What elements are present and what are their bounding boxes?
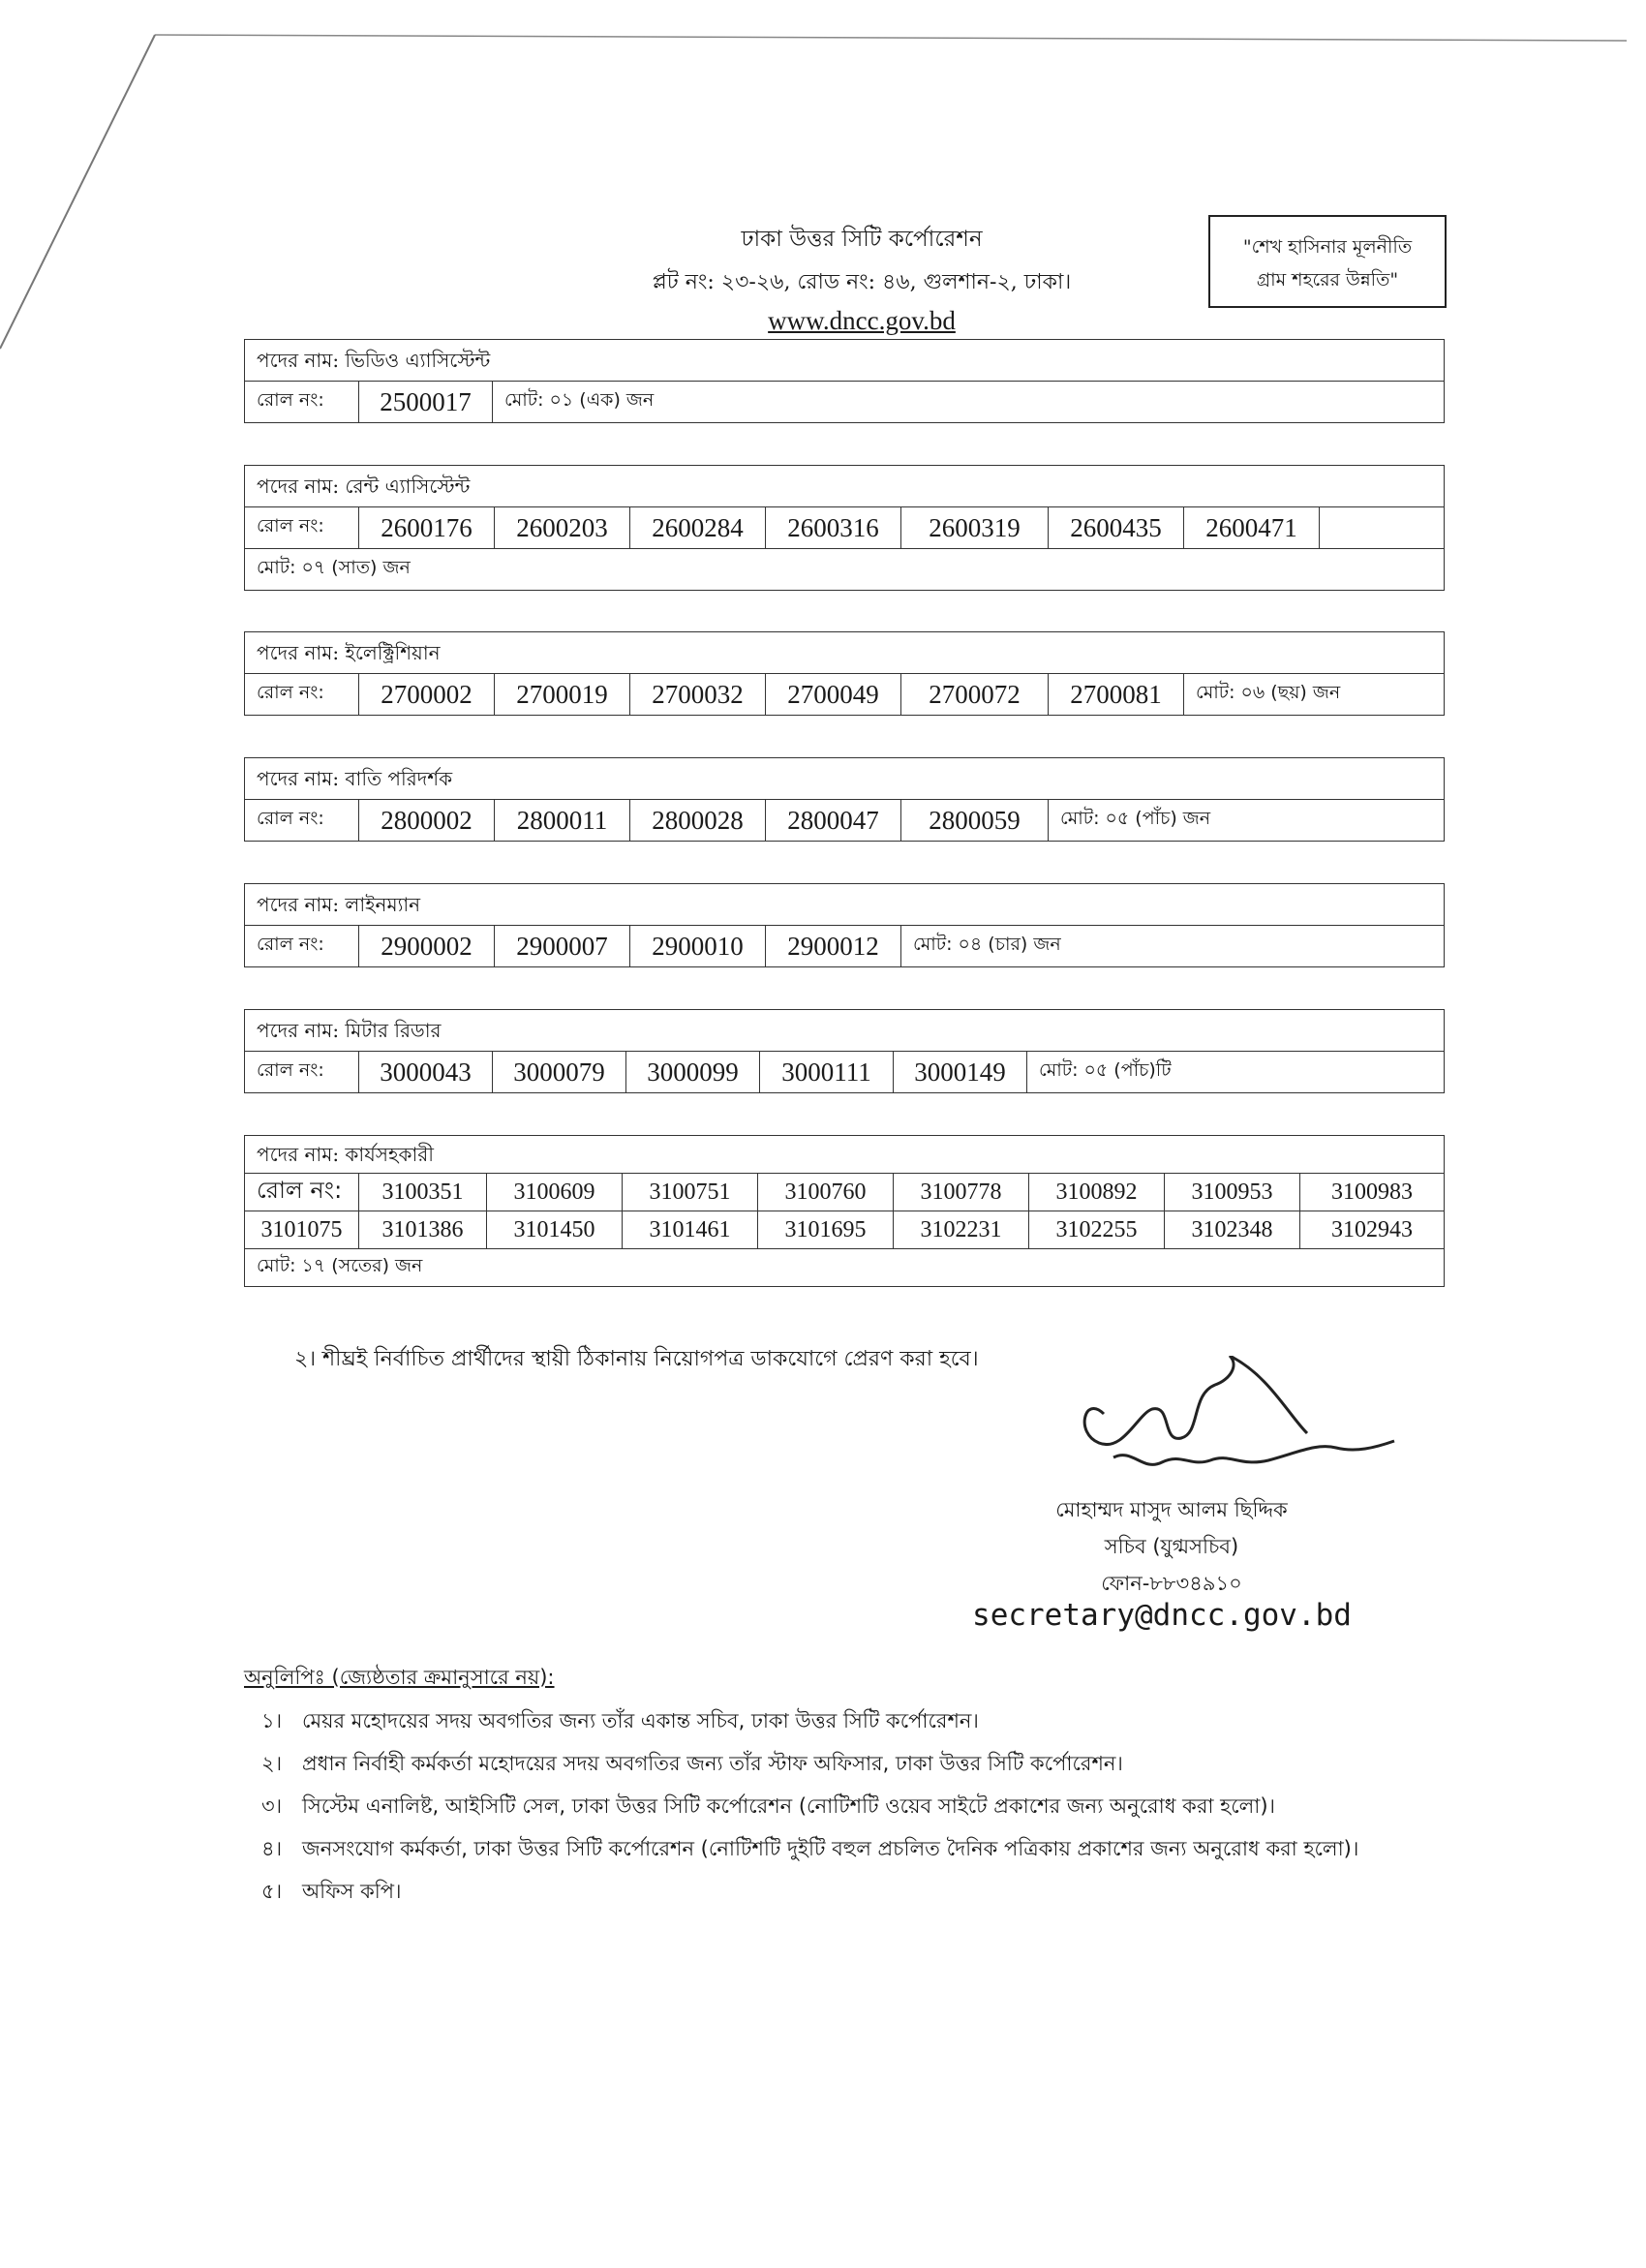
roll-label: রোল নং: bbox=[245, 926, 359, 966]
roll-number: 2600316 bbox=[766, 507, 901, 548]
roll-label: রোল নং: bbox=[245, 674, 359, 715]
post-table-lamp-inspector bbox=[244, 757, 1445, 842]
post-title: পদের নাম: ভিডিও এ্যাসিস্টেন্ট bbox=[257, 349, 491, 372]
roll-number: 2600284 bbox=[630, 507, 766, 548]
roll-number: 3102231 bbox=[894, 1211, 1029, 1248]
cc-item-text: জনসংযোগ কর্মকর্তা, ঢাকা উত্তর সিটি কর্পোরেশন (নোটিশটি দুইটি বহুল প্রচলিত দৈনিক পত্রিকায় প্রকাশের জন্য অনুরোধ করা হলো)। bbox=[302, 1837, 1359, 1860]
cc-item-text: অফিস কপি। bbox=[302, 1880, 402, 1903]
post-table-lineman bbox=[244, 883, 1445, 967]
roll-number: 2900007 bbox=[495, 926, 630, 966]
roll-number: 2600319 bbox=[901, 507, 1049, 548]
post-title: পদের নাম: রেন্ট এ্যাসিস্টেন্ট bbox=[257, 475, 471, 498]
roll-number: 3100892 bbox=[1029, 1174, 1165, 1211]
roll-number: 2600435 bbox=[1049, 507, 1184, 548]
roll-number: 3100351 bbox=[359, 1174, 487, 1211]
roll-number: 3000111 bbox=[760, 1052, 894, 1092]
motto-line-2: গ্রাম শহরের উন্নতি" bbox=[1256, 269, 1399, 291]
roll-number: 3100778 bbox=[894, 1174, 1029, 1211]
cc-item-text: সিস্টেম এনালিষ্ট, আইসিটি সেল, ঢাকা উত্তর সিটি কর্পোরেশন (নোটিশটি ওয়েব সাইটে প্রকাশের জন্য অনুরোধ করা হলো)। bbox=[302, 1794, 1276, 1818]
post-table-electrician bbox=[244, 631, 1445, 716]
post-table-video-assistant bbox=[244, 339, 1445, 423]
signer-phone: ফোন-৮৮৩৪৯১০ bbox=[1101, 1572, 1242, 1595]
roll-number: 3101450 bbox=[487, 1211, 623, 1248]
roll-number: 3102255 bbox=[1029, 1211, 1165, 1248]
post-table-meter-reader bbox=[244, 1009, 1445, 1093]
roll-number: 2800011 bbox=[495, 800, 630, 841]
roll-label: রোল নং: bbox=[245, 800, 359, 841]
cc-item bbox=[261, 1788, 1462, 1824]
roll-number: 3101386 bbox=[359, 1211, 487, 1248]
motto-box bbox=[1208, 215, 1447, 308]
org-name: ঢাকা উত্তর সিটি কর্পোরেশন bbox=[741, 227, 983, 252]
post-title: পদের নাম: মিটার রিডার bbox=[257, 1019, 442, 1042]
roll-number: 3100983 bbox=[1331, 1179, 1413, 1205]
roll-number: 3102348 bbox=[1165, 1211, 1300, 1248]
roll-label: রোল নং: bbox=[245, 1174, 359, 1211]
org-website: www.dncc.gov.bd bbox=[768, 306, 956, 335]
roll-number: 2700072 bbox=[901, 674, 1049, 715]
post-total: মোট: ০৪ (চার) জন bbox=[913, 934, 1061, 955]
org-address: প্লট নং: ২৩-২৬, রোড নং: ৪৬, গুলশান-২, ঢাকা। bbox=[652, 270, 1072, 294]
post-total: মোট: ০৫ (পাঁচ) জন bbox=[1060, 808, 1211, 829]
cc-item bbox=[261, 1830, 1462, 1867]
roll-number: 3100953 bbox=[1165, 1174, 1300, 1211]
roll-number: 2800059 bbox=[901, 800, 1049, 841]
cc-item-number: ৫। bbox=[261, 1880, 283, 1903]
roll-number: 2700081 bbox=[1049, 674, 1184, 715]
roll-number: 2500017 bbox=[359, 382, 493, 422]
post-table-work-assistant bbox=[244, 1135, 1445, 1287]
signer-name: মোহাম্মদ মাসুদ আলম ছিদ্দিক bbox=[1055, 1498, 1288, 1521]
roll-number: 3000079 bbox=[493, 1052, 626, 1092]
post-total: মোট: ০১ (এক) জন bbox=[504, 389, 655, 411]
post-total: মোট: ০৭ (সাত) জন bbox=[257, 557, 411, 578]
roll-label: রোল নং: bbox=[245, 507, 359, 548]
cc-list bbox=[261, 1702, 1462, 1916]
notice-note: ২। শীঘ্রই নির্বাচিত প্রার্থীদের স্থায়ী ঠিকানায় নিয়োগপত্র ডাকযোগে প্রেরণ করা হবে। bbox=[294, 1347, 979, 1371]
roll-number: 3102943 bbox=[1331, 1216, 1413, 1242]
cc-item bbox=[261, 1873, 1462, 1910]
roll-number: 3000043 bbox=[359, 1052, 493, 1092]
cc-item-number: ৪। bbox=[261, 1837, 283, 1860]
roll-number: 3100751 bbox=[623, 1174, 758, 1211]
signer-designation: সচিব (যুগ্মসচিব) bbox=[1104, 1535, 1239, 1558]
roll-number: 2600203 bbox=[495, 507, 630, 548]
roll-number: 3100760 bbox=[758, 1174, 894, 1211]
post-total: মোট: ১৭ (সতের) জন bbox=[257, 1255, 423, 1276]
roll-number: 3101461 bbox=[623, 1211, 758, 1248]
cc-item bbox=[261, 1745, 1462, 1782]
cc-item bbox=[261, 1702, 1462, 1739]
roll-number: 2900010 bbox=[630, 926, 766, 966]
cc-item-number: ২। bbox=[261, 1752, 283, 1775]
cc-item-text: মেয়র মহোদয়ের সদয় অবগতির জন্য তাঁর একান্ত সচিব, ঢাকা উত্তর সিটি কর্পোরেশন। bbox=[302, 1709, 979, 1732]
post-total: মোট: ০৫ (পাঁচ)টি bbox=[1039, 1059, 1172, 1081]
post-title: পদের নাম: বাতি পরিদর্শক bbox=[257, 767, 453, 790]
signer-email: secretary@dncc.gov.bd bbox=[972, 1598, 1352, 1633]
roll-number: 3101695 bbox=[758, 1211, 894, 1248]
roll-number: 2600471 bbox=[1184, 507, 1320, 548]
post-title: পদের নাম: লাইনম্যান bbox=[257, 893, 421, 916]
post-total: মোট: ০৬ (ছয়) জন bbox=[1196, 682, 1341, 703]
post-title: পদের নাম: কার্যসহকারী bbox=[257, 1143, 434, 1166]
cc-item-number: ১। bbox=[261, 1709, 283, 1732]
motto-line-1: "শেখ হাসিনার মূলনীতি bbox=[1242, 236, 1413, 258]
roll-number: 2900002 bbox=[359, 926, 495, 966]
post-title: পদের নাম: ইলেক্ট্রিশিয়ান bbox=[257, 641, 441, 664]
roll-number: 2700019 bbox=[495, 674, 630, 715]
roll-number: 2800028 bbox=[630, 800, 766, 841]
roll-number: 2900012 bbox=[766, 926, 901, 966]
roll-number: 2800047 bbox=[766, 800, 901, 841]
roll-number: 3000099 bbox=[626, 1052, 760, 1092]
roll-number: 2800002 bbox=[359, 800, 495, 841]
signer-block bbox=[968, 1491, 1375, 1602]
roll-number: 2700032 bbox=[630, 674, 766, 715]
post-table-rent-assistant bbox=[244, 465, 1445, 591]
roll-number: 3000149 bbox=[894, 1052, 1027, 1092]
roll-number: 3101075 bbox=[245, 1211, 359, 1248]
roll-number: 2600176 bbox=[359, 507, 495, 548]
roll-number: 2700002 bbox=[359, 674, 495, 715]
cc-heading: অনুলিপিঃ (জ্যেষ্ঠতার ক্রমানুসারে নয়): bbox=[244, 1666, 555, 1689]
roll-label: রোল নং: bbox=[245, 382, 359, 422]
roll-number: 3100609 bbox=[487, 1174, 623, 1211]
handwritten-signature bbox=[1046, 1356, 1414, 1491]
roll-label: রোল নং: bbox=[245, 1052, 359, 1092]
cc-item-text: প্রধান নির্বাহী কর্মকর্তা মহোদয়ের সদয় অবগতির জন্য তাঁর স্টাফ অফিসার, ঢাকা উত্তর সিটি কর্পোরেশন। bbox=[302, 1752, 1123, 1775]
cc-item-number: ৩। bbox=[261, 1794, 283, 1818]
roll-number: 2700049 bbox=[766, 674, 901, 715]
